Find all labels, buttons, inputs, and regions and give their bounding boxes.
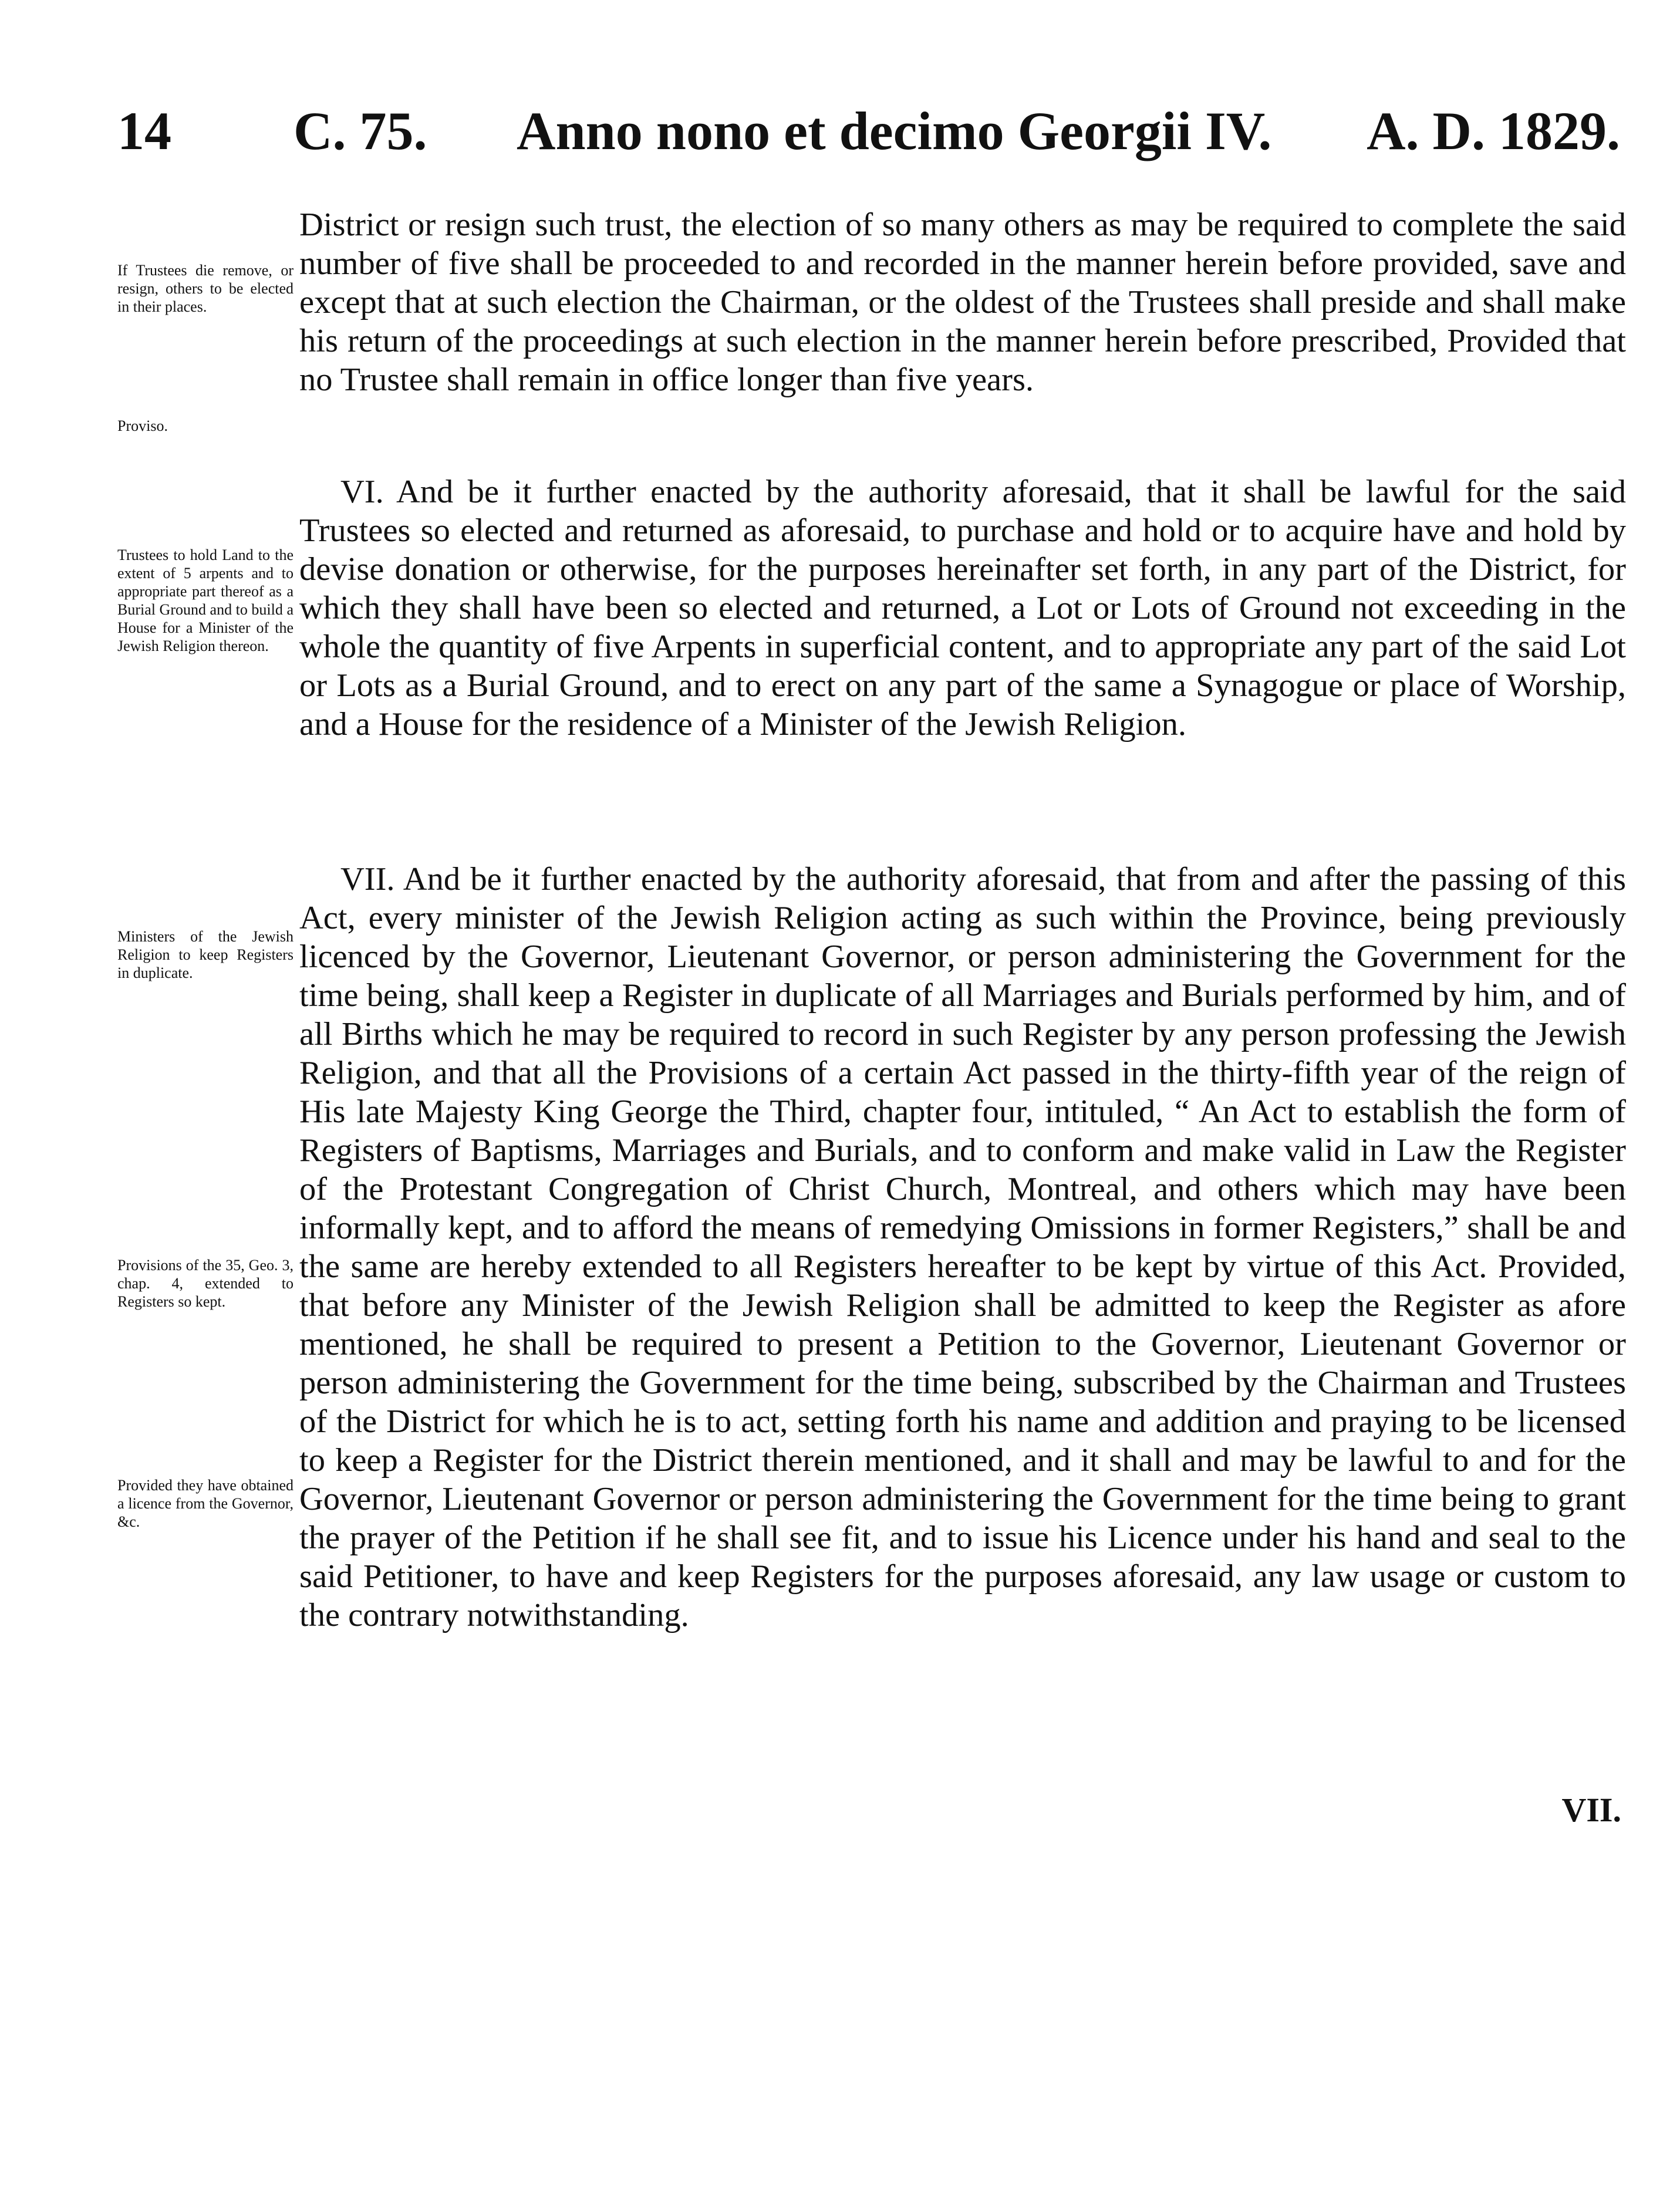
running-title: Anno nono et decimo Georgii IV. [517, 101, 1272, 161]
section-vii-text: VII. And be it further enacted by the authority aforesaid, that from and after the passing of this Act, every minister of the Jewish Religion acting as such within the Province, being previously licenced by the Governor, Lieutenant Governor, or person administering the Government for the time being, shall keep a Register in duplicate of all Marriages and Burials performed by him, and of all Births which he may be required to record in such Register by any person professing the Jewish Religion, and that all the Provisions of a certain Act passed in the thirty-fifth year of the reign of His late Majesty King George the Third, chapter four, intituled, “ An Act to establish the form of Registers of Baptisms, Marriages and Burials, and to conform and make valid in Law the Register of the Protestant Congregation of Christ Church, Montreal, and others which may have been informally kept, and to afford the means of remedying Omissions in former Registers,” shall be and the same are hereby extended to all Registers hereafter to be kept by virtue of this Act. Provided, that before any Minister of the Jewish Religion shall be admitted to keep the Register as afore mentioned, he shall be required to present a Petition to the Governor, Lieutenant Governor or person administering the Government for the time being, subscribed by the Chairman and Trustees of the District for which he is to act, setting forth his name and addition and praying to be licensed to keep a Register for the District therein mentioned, and it shall and may be lawful to and for the Governor, Lieutenant Governor or person administering the Government for the time being to grant the prayer of the Petition if he shall see fit, and to issue his Licence under his hand and seal to the said Petitioner, to have and keep Registers for the purposes aforesaid, any law usage or custom to the contrary notwithstanding. [299, 861, 1626, 1633]
margin-note-licence: Provided they have obtained a licence from the Governor, &c. [117, 1477, 294, 1530]
margin-note-land-holding: Trustees to hold Land to the extent of 5 arpents and to appropriate part thereof as a Burial Ground and to build a House for a Minister of the Jewish Religion thereon. [117, 546, 294, 654]
page-number: 14 [117, 101, 171, 161]
margin-note-trustees-replacement: If Trustees die remove, or resign, others to be elected in their places. [117, 262, 294, 315]
margin-note-provisions-extended: Provisions of the 35, Geo. 3, chap. 4, extended to Registers so kept. [117, 1257, 294, 1310]
catchword: VII. [1561, 1791, 1621, 1829]
section-continuation-paragraph: District or resign such trust, the election of so many others as may be required to complete the said number of five shall be proceeded to and recorded in the manner herein before provided, save and except that at such election the Chairman, or the oldest of the Trustees shall preside and shall make his return of the proceedings at such election in the manner herein before prescribed, Provided that no Trustee shall remain in office longer than five years. [299, 207, 1626, 398]
year-label: A. D. 1829. [1367, 101, 1620, 161]
page-header [117, 100, 1620, 182]
chapter-number: C. 75. [294, 101, 427, 161]
margin-note-proviso: Proviso. [117, 417, 168, 434]
section-vi-paragraph [299, 472, 1626, 744]
section-vi-text: VI. And be it further enacted by the authority aforesaid, that it shall be lawful for the said Trustees so elected and returned as aforesaid, to purchase and hold or to acquire have and hold by devise donation or otherwise, for the purposes hereinafter set forth, in any part of the District, for which they shall have been so elected and returned, a Lot or Lots of Ground not exceeding in the whole the quantity of five Arpents in superficial content, and to appropriate any part of the said Lot or Lots as a Burial Ground, and to erect on any part of the same a Synagogue or place of Worship, and a House for the residence of a Minister of the Jewish Religion. [299, 474, 1626, 742]
section-vii-paragraph [299, 860, 1626, 1635]
margin-note-registers: Ministers of the Jewish Religion to keep Registers in duplicate. [117, 928, 294, 981]
